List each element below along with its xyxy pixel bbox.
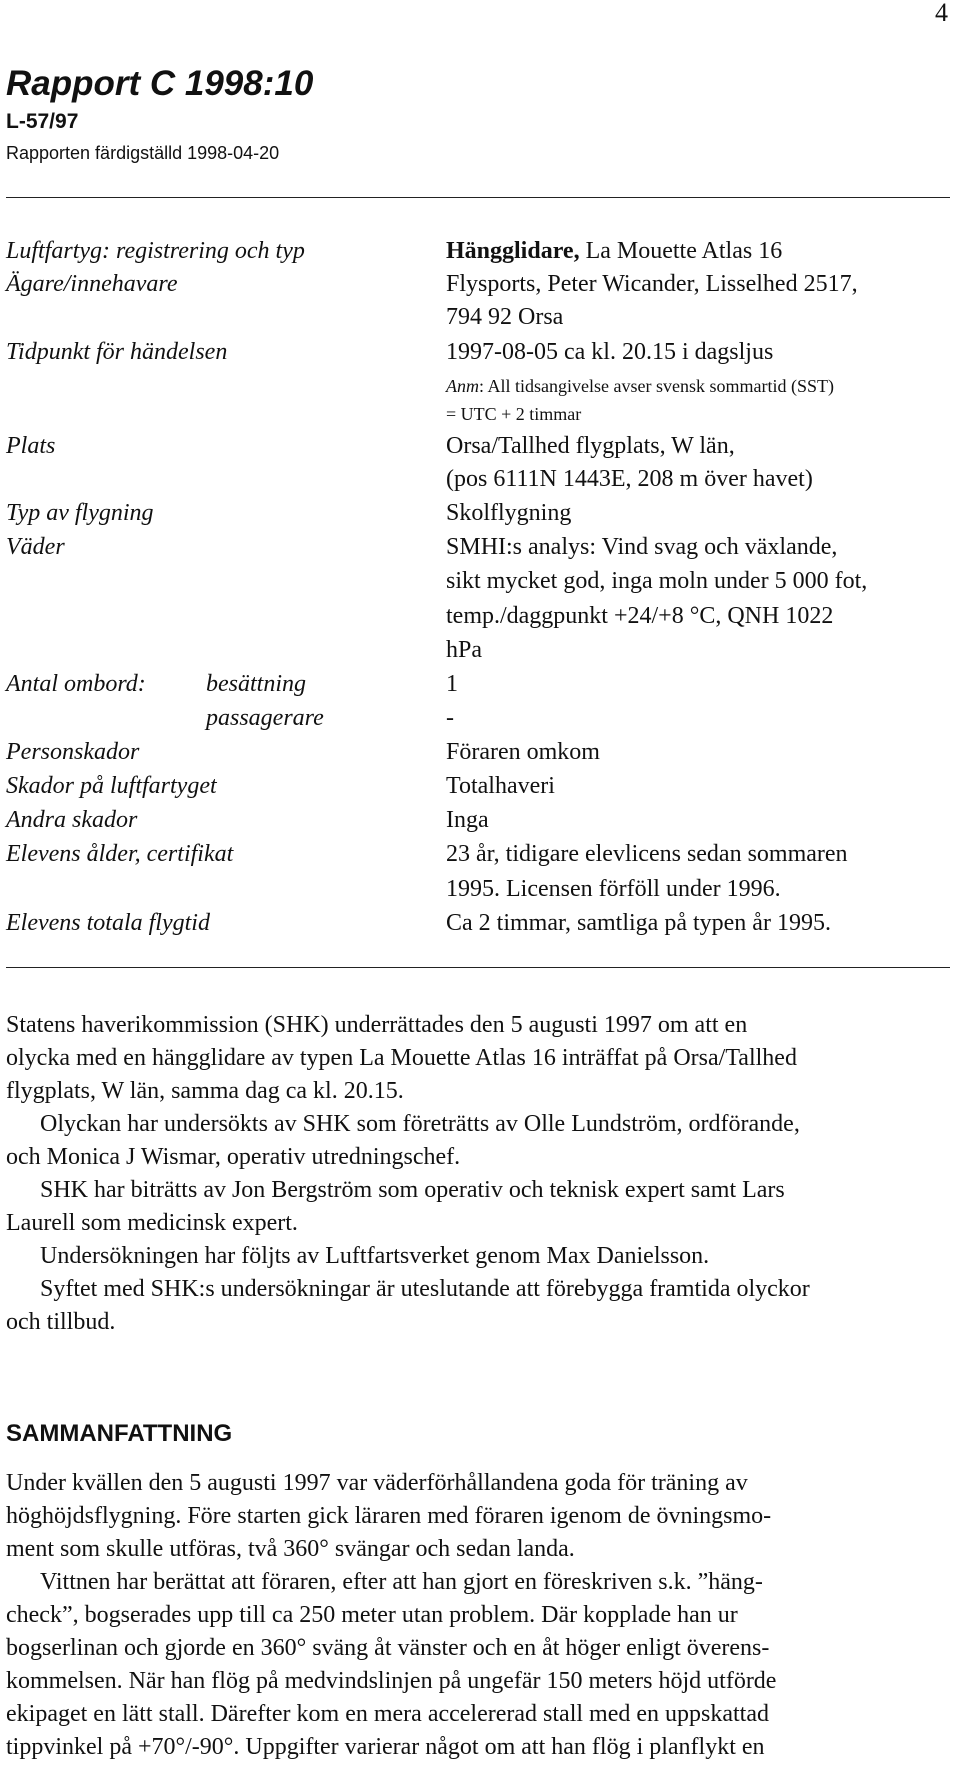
intro-line: Laurell som medicinsk expert.	[6, 1210, 298, 1236]
injuries-value: Föraren omkom	[446, 739, 600, 765]
weather-line-1: SMHI:s analys: Vind svag och växlande,	[446, 534, 838, 560]
aircraft-value	[446, 238, 782, 265]
place-line-1: Orsa/Tallhed flygplats, W län,	[446, 433, 735, 459]
owner-line-1: Flysports, Peter Wicander, Lisselhed 2517,	[446, 271, 858, 297]
student-line-1: 23 år, tidigare elevlicens sedan sommaren	[446, 841, 848, 867]
other-damage-label: Andra skador	[6, 807, 138, 833]
summary-heading: SAMMANFATTNING	[6, 1420, 233, 1447]
weather-line-2: sikt mycket god, inga moln under 5 000 fot,	[446, 568, 868, 594]
time-note-prefix: Anm	[446, 376, 479, 396]
top-divider	[6, 197, 950, 198]
aircraft-model: La Mouette Atlas 16	[579, 238, 783, 264]
summary-line: Under kvällen den 5 augusti 1997 var väderförhållandena goda för träning av	[6, 1470, 748, 1496]
bottom-divider	[6, 967, 950, 968]
summary-line: bogserlinan och gjorde en 360° sväng åt vänster och en åt höger enligt överens-	[6, 1635, 770, 1661]
intro-line: Statens haverikommission (SHK) underrättades den 5 augusti 1997 om att en	[6, 1012, 748, 1038]
place-line-2: (pos 6111N 1443E, 208 m över havet)	[446, 466, 813, 492]
summary-line: ment som skulle utföras, två 360° svängar och sedan landa.	[6, 1536, 575, 1562]
intro-line: Undersökningen har följts av Luftfartsverket genom Max Danielsson.	[40, 1243, 710, 1269]
student-label: Elevens ålder, certifikat	[6, 841, 234, 867]
flight-time-label: Elevens totala flygtid	[6, 910, 210, 936]
summary-line: tippvinkel på +70°/-90°. Uppgifter varierar något om att han flög i planflykt en	[6, 1734, 765, 1760]
aircraft-label: Luftfartyg: registrering och typ	[6, 238, 305, 264]
time-note-line-1	[446, 376, 834, 397]
intro-line: Olyckan har undersökts av SHK som företrätts av Olle Lundström, ordförande,	[40, 1111, 800, 1137]
injuries-label: Personskador	[6, 739, 140, 765]
summary-line: check”, bogserades upp till ca 250 meter utan problem. Där kopplade han ur	[6, 1602, 738, 1628]
time-note-text: : All tidsangivelse avser svensk sommartid (SST)	[479, 376, 834, 396]
summary-line: Vittnen har berättat att föraren, efter att han gjort en föreskriven s.k. ”häng-	[40, 1569, 763, 1595]
passengers-value: -	[446, 705, 454, 731]
weather-line-4: hPa	[446, 637, 482, 663]
time-note-line-2: = UTC + 2 timmar	[446, 404, 582, 424]
flight-time-value: Ca 2 timmar, samtliga på typen år 1995.	[446, 910, 831, 936]
flight-type-label: Typ av flygning	[6, 500, 154, 526]
report-id: L-57/97	[6, 110, 79, 133]
onboard-label: Antal ombord:	[6, 671, 146, 697]
page-number: 4	[935, 0, 948, 27]
intro-line: Syftet med SHK:s undersökningar är uteslutande att förebygga framtida olyckor	[40, 1276, 810, 1302]
crew-label: besättning	[206, 671, 306, 697]
time-value: 1997-08-05 ca kl. 20.15 i dagsljus	[446, 339, 774, 365]
owner-label: Ägare/innehavare	[6, 271, 178, 297]
passengers-label: passagerare	[206, 705, 324, 731]
intro-line: olycka med en hängglidare av typen La Mouette Atlas 16 inträffat på Orsa/Tallhed	[6, 1045, 797, 1071]
aircraft-damage-label: Skador på luftfartyget	[6, 773, 217, 799]
weather-line-3: temp./daggpunkt +24/+8 °C, QNH 1022	[446, 603, 834, 629]
place-label: Plats	[6, 433, 56, 459]
report-title: Rapport C 1998:10	[6, 64, 314, 103]
summary-line: kommelsen. När han flög på medvindslinjen på ungefär 150 meters höjd utförde	[6, 1668, 777, 1694]
student-line-2: 1995. Licensen förföll under 1996.	[446, 876, 781, 902]
report-completed-date: Rapporten färdigställd 1998-04-20	[6, 143, 280, 163]
intro-line: SHK har biträtts av Jon Bergström som operativ och teknisk expert samt Lars	[40, 1177, 785, 1203]
owner-line-2: 794 92 Orsa	[446, 304, 564, 330]
summary-line: ekipaget en lätt stall. Därefter kom en mera accelererad stall med en uppskattad	[6, 1701, 769, 1727]
weather-label: Väder	[6, 534, 65, 560]
intro-line: och Monica J Wismar, operativ utredningschef.	[6, 1144, 461, 1170]
intro-line: och tillbud.	[6, 1309, 116, 1335]
aircraft-type-bold: Hängglidare,	[446, 238, 580, 264]
crew-value: 1	[446, 671, 458, 697]
aircraft-damage-value: Totalhaveri	[446, 773, 555, 799]
time-label: Tidpunkt för händelsen	[6, 339, 228, 365]
intro-line: flygplats, W län, samma dag ca kl. 20.15.	[6, 1078, 404, 1104]
summary-line: höghöjdsflygning. Före starten gick läraren med föraren igenom de övningsmo-	[6, 1503, 772, 1529]
flight-type-value: Skolflygning	[446, 500, 572, 526]
other-damage-value: Inga	[446, 807, 489, 833]
